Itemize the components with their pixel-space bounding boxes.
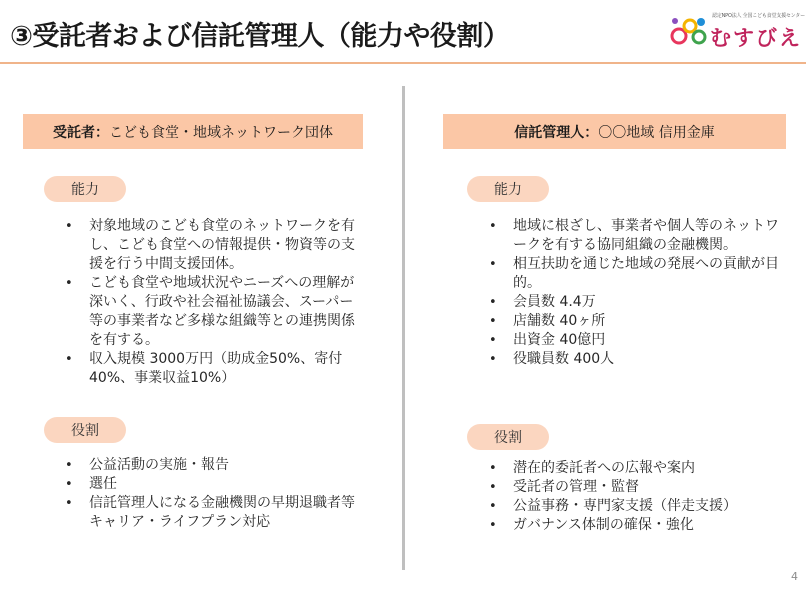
left-role-list xyxy=(65,456,363,532)
right-role-list xyxy=(489,459,779,535)
title-underline xyxy=(0,62,806,64)
left-ability-list xyxy=(65,217,363,388)
bullet-item: • 公益活動の実施・報告 xyxy=(65,456,363,475)
bullet-item: • 潜在的委託者への広報や案内 xyxy=(489,459,779,478)
bullet-item: • 店舗数 40ヶ所 xyxy=(489,312,779,331)
logo-wordmark: むすびえ xyxy=(710,26,802,50)
logo-circles-icon xyxy=(670,14,708,46)
right-header-band xyxy=(443,114,786,149)
bullet-item: • 受託者の管理・監督 xyxy=(489,478,779,497)
left-header-band xyxy=(23,114,363,149)
slide-title: ③受託者および信託管理人（能力や役割） xyxy=(10,21,510,52)
left-header-label: 受託者： xyxy=(53,124,109,141)
left-header-value: こども食堂・地域ネットワーク団体 xyxy=(109,124,333,141)
page-number: 4 xyxy=(791,570,798,583)
bullet-item: • ガバナンス体制の確保・強化 xyxy=(489,516,779,535)
logo-tagline: 認定NPO法人 全国こども食堂支援センター xyxy=(712,13,805,19)
column-divider xyxy=(402,86,405,570)
right-ability-list xyxy=(489,217,779,369)
bullet-item: • こども食堂や地域状況やニーズへの理解が深いく、行政や社会福祉協議会、スーパー等の事業者など多様な組織等との連携関係を有する。 xyxy=(65,274,363,350)
bullet-item: • 役職員数 400人 xyxy=(489,350,779,369)
musubie-logo xyxy=(670,10,805,50)
bullet-item: • 信託管理人になる金融機関の早期退職者等キャリア・ライフプラン対応 xyxy=(65,494,363,532)
bullet-item: • 会員数 4.4万 xyxy=(489,293,779,312)
bullet-item: • 収入規模 3000万円（助成金50%、寄付40%、事業収益10%） xyxy=(65,350,363,388)
bullet-item: • 出資金 40億円 xyxy=(489,331,779,350)
bullet-item: • 公益事務・専門家支援（伴走支援） xyxy=(489,497,779,516)
bullet-item: • 地域に根ざし、事業者や個人等のネットワークを有する協同組織の金融機関。 xyxy=(489,217,779,255)
left-ability-pill: 能力 xyxy=(44,176,126,202)
right-role-pill: 役割 xyxy=(467,424,549,450)
bullet-item: • 相互扶助を通じた地域の発展への貢献が目的。 xyxy=(489,255,779,293)
right-ability-pill: 能力 xyxy=(467,176,549,202)
right-header-label: 信託管理人： xyxy=(514,124,599,141)
bullet-item: • 対象地域のこども食堂のネットワークを有し、こども食堂への情報提供・物資等の支援を行う中間支援団体。 xyxy=(65,217,363,274)
left-role-pill: 役割 xyxy=(44,417,126,443)
right-header-value: 〇〇地域 信用金庫 xyxy=(598,124,715,141)
bullet-item: • 選任 xyxy=(65,475,363,494)
